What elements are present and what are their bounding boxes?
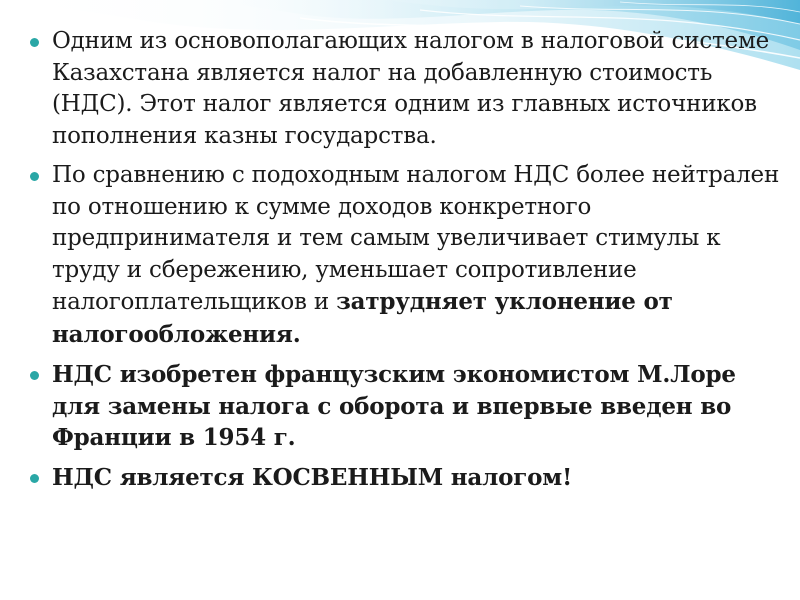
- bullet-text: Одним из основополагающих налогом в налоговой системе Казахстана является налог на добавленную стоимость (НДС). Этот налог является одним из главных источников пополнения казны государства.: [52, 28, 770, 149]
- bullet-text-bold: затрудняет уклонение от налогообложения.: [52, 288, 673, 348]
- bullet-text: НДС является КОСВЕННЫМ налогом!: [52, 463, 572, 491]
- bullet-marker-icon: [30, 474, 39, 483]
- bullet-marker-icon: [30, 172, 39, 181]
- bullet-marker-icon: [30, 371, 39, 380]
- bullet-list: [30, 26, 790, 501]
- bullet-item-ndc-intro: [30, 26, 790, 152]
- bullet-item-ndc-origin: [30, 359, 790, 454]
- bullet-text: НДС изобретен французским экономистом М.Лоре для замены налога с оборота и впервые введен во Франции в 1954 г.: [52, 361, 736, 451]
- bullet-text-plain: По сравнению с подоходным налогом НДС более нейтрален по отношению к сумме доходов конкретного предпринимателя и тем самым увеличивает стимулы к труду и сбережению, уменьшает сопротивление налогоплательщиков и: [52, 162, 780, 315]
- bullet-item-ndc-indirect: [30, 462, 790, 494]
- bullet-item-ndc-comparison: [30, 160, 790, 351]
- bullet-marker-icon: [30, 38, 39, 47]
